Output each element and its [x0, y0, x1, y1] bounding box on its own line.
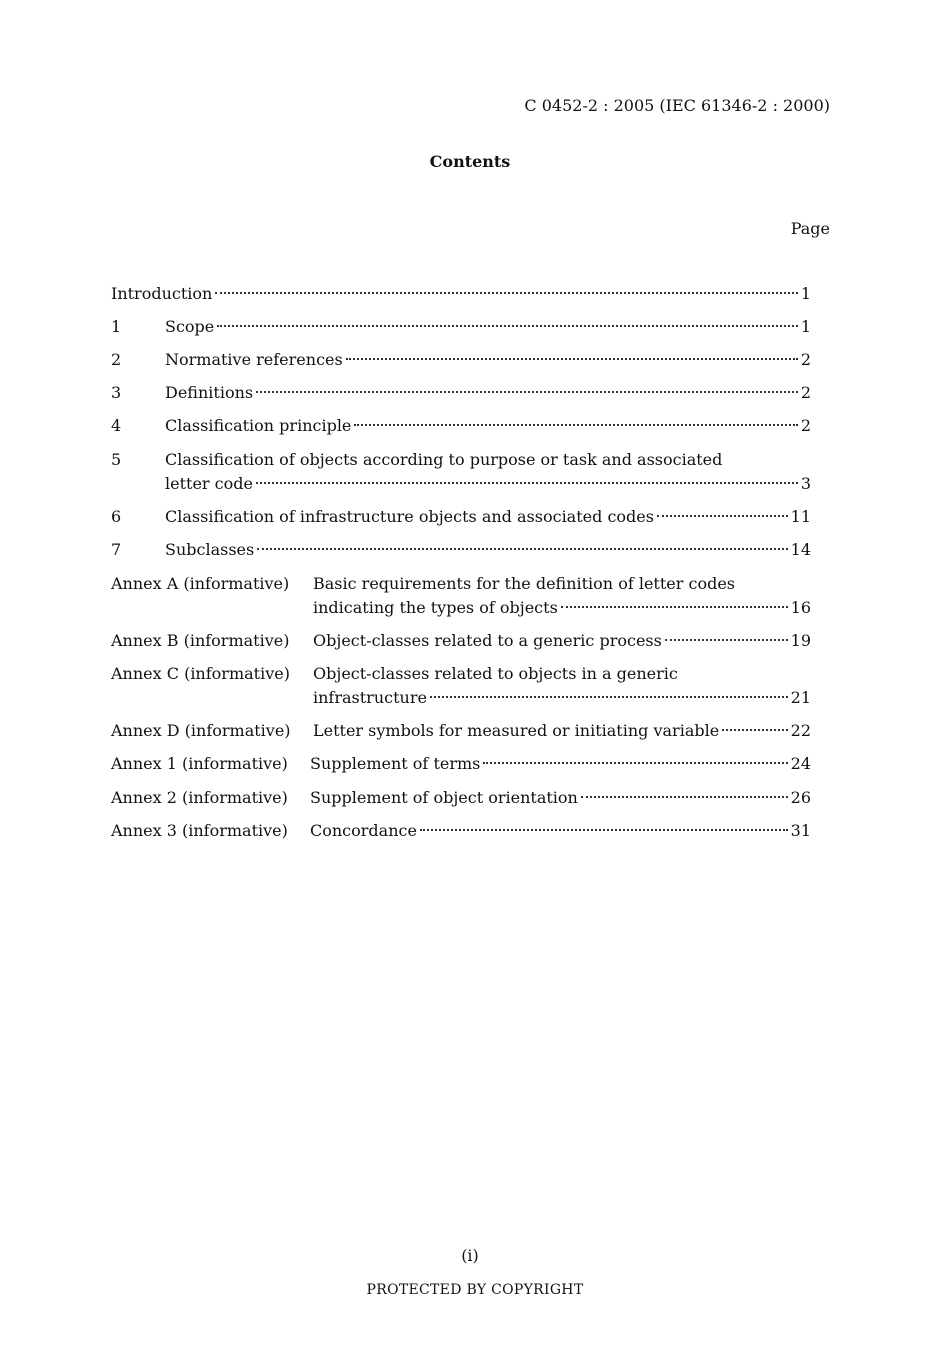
document-code: C 0452-2 : 2005 (IEC 61346-2 : 2000) [524, 96, 830, 115]
toc-entry-label: Concordance [310, 821, 417, 840]
toc-entry-page: 2 [800, 350, 811, 369]
toc-entry-label: indicating the types of objects [313, 598, 558, 617]
toc-entry-page: 21 [790, 688, 811, 707]
toc-entry-number: 2 [111, 350, 122, 369]
toc-entry-label: letter code [165, 474, 253, 493]
page-column-label: Page [790, 219, 830, 238]
page-number: (i) [461, 1246, 479, 1265]
dot-leader [581, 796, 788, 798]
toc-entry-label: infrastructure [313, 688, 427, 707]
dot-leader [722, 729, 787, 731]
toc-entry-label: Classification principle [165, 416, 352, 435]
toc-entry-number: Annex C (informative) [111, 664, 290, 683]
dot-leader [430, 696, 788, 698]
toc-entry-label: Letter symbols for measured or initiating variable [313, 721, 720, 740]
toc-entry-number: Annex B (informative) [111, 631, 290, 650]
toc-entry-label: Object-classes related to a generic process [313, 631, 662, 650]
dot-leader [257, 548, 787, 550]
toc-entry-number: 6 [111, 507, 122, 526]
toc-entry-page: 19 [790, 631, 811, 650]
copyright-notice: PROTECTED BY COPYRIGHT [366, 1282, 584, 1298]
toc-entry-page: 14 [790, 540, 811, 559]
dot-leader [354, 424, 797, 426]
toc-entry-page: 2 [800, 383, 811, 402]
dot-leader [657, 515, 788, 517]
toc-entry-number: 7 [111, 540, 122, 559]
toc-entry-page: 3 [800, 474, 811, 493]
toc-entry-page: 16 [790, 598, 811, 617]
toc-entry-label: Normative references [165, 350, 343, 369]
toc-entry-label-line1: Object-classes related to objects in a generic [313, 664, 678, 683]
dot-leader [256, 391, 798, 393]
toc-entry-label: Definitions [165, 383, 254, 402]
toc-entry-label: Introduction [111, 284, 213, 303]
toc-entry-page: 26 [790, 788, 811, 807]
toc-entry-number: Annex 2 (informative) [111, 788, 288, 807]
toc-entry-number: Annex 3 (informative) [111, 821, 288, 840]
toc-entry-label: Classification of infrastructure objects and associated codes [165, 507, 654, 526]
page-title: Contents [429, 152, 511, 171]
toc-entry-number: 5 [111, 450, 122, 469]
toc-entry-page: 11 [790, 507, 811, 526]
toc-entry-page: 1 [800, 317, 811, 336]
toc-entry-number: Annex D (informative) [111, 721, 291, 740]
toc-entry-number: Annex 1 (informative) [111, 754, 288, 773]
toc-entry-page: 1 [800, 284, 811, 303]
dot-leader [217, 325, 798, 327]
toc-entry-label-line1: Basic requirements for the definition of letter codes [313, 574, 735, 593]
dot-leader [483, 762, 787, 764]
toc-entry-page: 2 [800, 416, 811, 435]
toc-entry-number: 4 [111, 416, 122, 435]
toc-entry-page: 22 [790, 721, 811, 740]
dot-leader [665, 639, 788, 641]
toc-entry-label: Supplement of terms [310, 754, 481, 773]
dot-leader [561, 606, 788, 608]
toc-entry-label: Supplement of object orientation [310, 788, 578, 807]
toc-entry-page: 24 [790, 754, 811, 773]
dot-leader [256, 482, 798, 484]
toc-entry-label: Subclasses [165, 540, 255, 559]
toc-entry-number: Annex A (informative) [111, 574, 290, 593]
toc-entry-number: 1 [111, 317, 122, 336]
dot-leader [215, 292, 797, 294]
dot-leader [420, 829, 788, 831]
toc-entry-label: Scope [165, 317, 215, 336]
toc-entry-page: 31 [790, 821, 811, 840]
toc-entry-label-line1: Classification of objects according to purpose or task and associated [165, 450, 723, 469]
dot-leader [346, 358, 798, 360]
toc-entry-number: 3 [111, 383, 122, 402]
